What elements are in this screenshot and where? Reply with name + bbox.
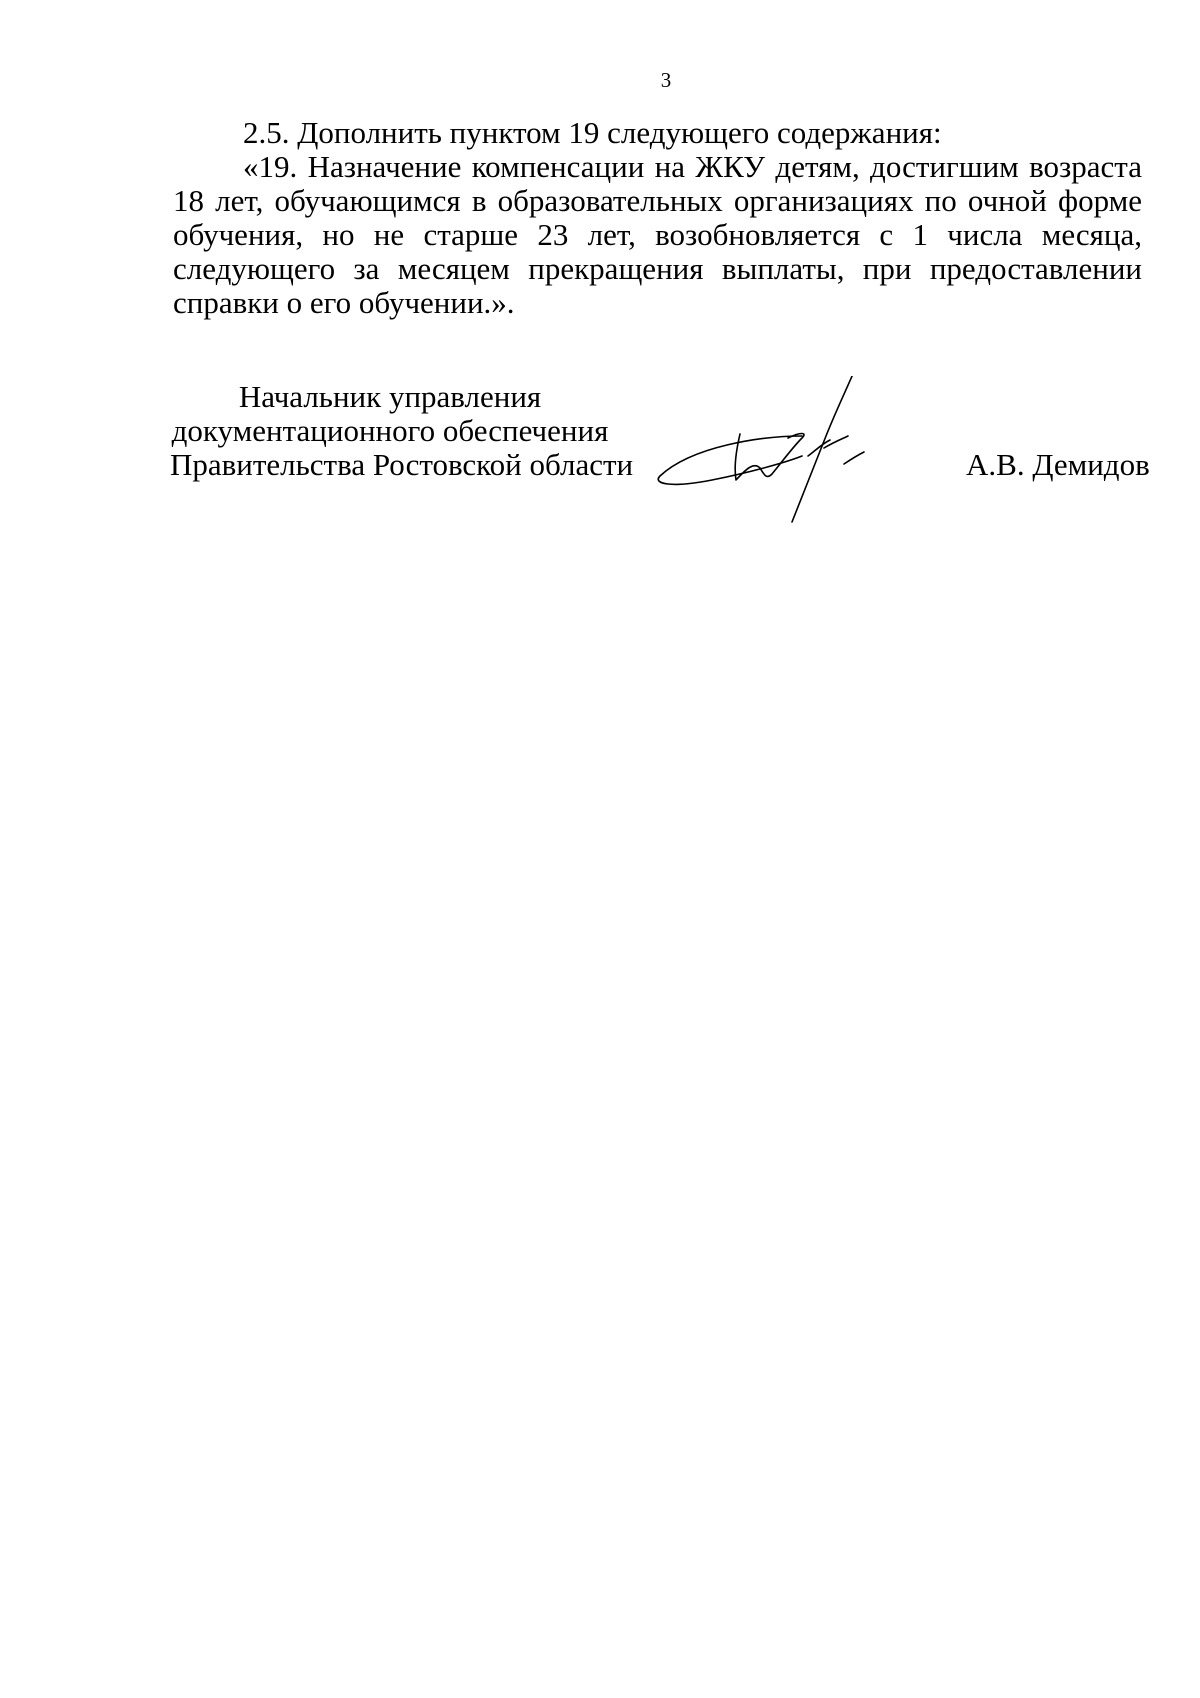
document-body: [173, 116, 1142, 320]
amendment-paragraph: 2.5. Дополнить пунктом 19 следующего содержания:: [243, 115, 942, 150]
signer-position-line: документационного обеспечения: [171, 413, 609, 448]
signature-block: [0, 380, 1200, 540]
quoted-clause-paragraph: «19. Назначение компенсации на ЖКУ детям, достигшим возраста 18 лет, обучающимся в образовательных организациях по очной форме обучения, но не старше 23 лет, возобновляется с 1 числа месяца, следующего за месяцем прекращения выплаты, при предоставлении справки о его обучении.».: [173, 149, 1142, 320]
page-number: 3: [660, 68, 672, 92]
handwritten-signature-icon: [652, 376, 952, 536]
signer-position-line: Начальник управления: [238, 379, 542, 414]
signer-position-line: Правительства Ростовской области: [170, 447, 634, 482]
signer-position: [170, 379, 634, 482]
signer-name: А.В. Демидов: [966, 447, 1150, 482]
